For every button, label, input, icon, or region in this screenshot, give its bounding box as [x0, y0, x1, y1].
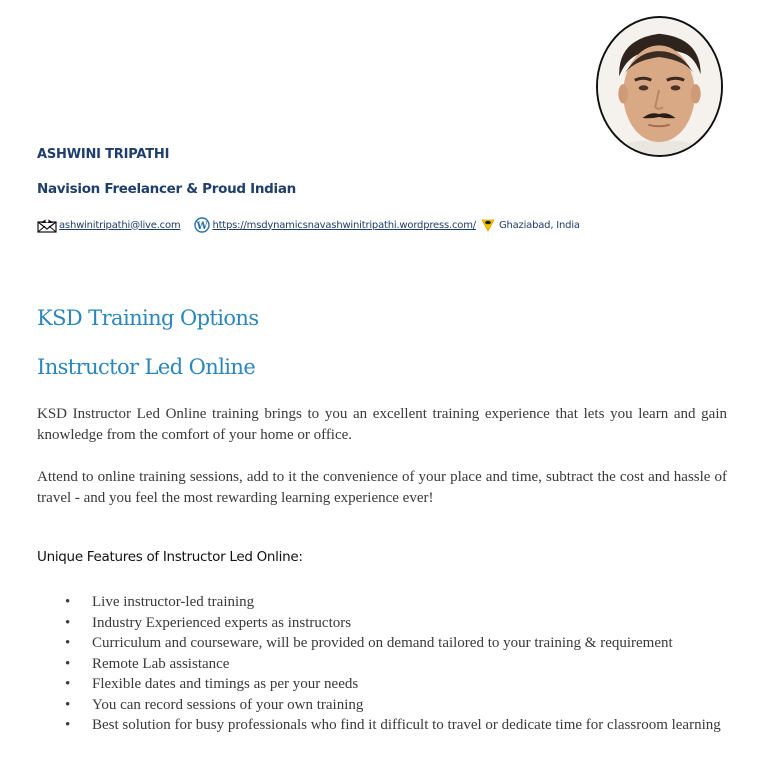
location-pin-icon [480, 217, 496, 233]
bullet-icon: • [65, 614, 71, 631]
envelope-icon [37, 217, 57, 233]
profile-tagline: Navision Freelancer & Proud Indian [37, 181, 296, 197]
email-link[interactable]: ashwinitripathi@live.com [59, 219, 181, 231]
wordpress-icon [194, 217, 210, 233]
bullet-icon: • [65, 696, 71, 713]
benefits-paragraph: Attend to online training sessions, add to it the convenience of your place and time, subtract the cost and hassle of travel - and you feel the most rewarding learning experience ever! [37, 469, 727, 506]
face-portrait-icon [598, 18, 721, 155]
page-title: KSD Training Options [37, 306, 259, 330]
section-title: Instructor Led Online [37, 355, 256, 379]
contact-line [37, 216, 580, 234]
bullet-icon: • [65, 635, 71, 651]
list-item: • Best solution for busy professionals who find it difficult to travel or dedicate time for classroom learning [37, 715, 737, 736]
list-item: • Curriculum and courseware, will be provided on demand tailored to your training & requirement [37, 633, 737, 654]
intro-paragraph: KSD Instructor Led Online training brings to you an excellent training experience that lets you learn and gain knowledge from the comfort of your home or office. [37, 406, 727, 443]
svg-text:W: W [196, 220, 208, 232]
list-item: • Industry Experienced experts as instructors [37, 613, 737, 634]
bullet-icon: • [65, 655, 71, 672]
list-item: • Remote Lab assistance [37, 654, 737, 675]
list-item: • Flexible dates and timings as per your needs [37, 674, 737, 695]
features-heading: Unique Features of Instructor Led Online: [37, 549, 303, 565]
list-item: • Live instructor-led training [37, 592, 737, 613]
list-item: • You can record sessions of your own training [37, 695, 737, 716]
profile-photo [596, 16, 723, 157]
location-text: Ghaziabad, India [498, 219, 580, 231]
bullet-icon: • [65, 594, 71, 610]
features-list [37, 592, 737, 736]
profile-name: ASHWINI TRIPATHI [37, 147, 170, 162]
bullet-icon: • [65, 717, 71, 733]
website-link[interactable]: https://msdynamicsnavashwinitripathi.wordpress.com/ [212, 219, 476, 231]
bullet-icon: • [65, 676, 71, 692]
